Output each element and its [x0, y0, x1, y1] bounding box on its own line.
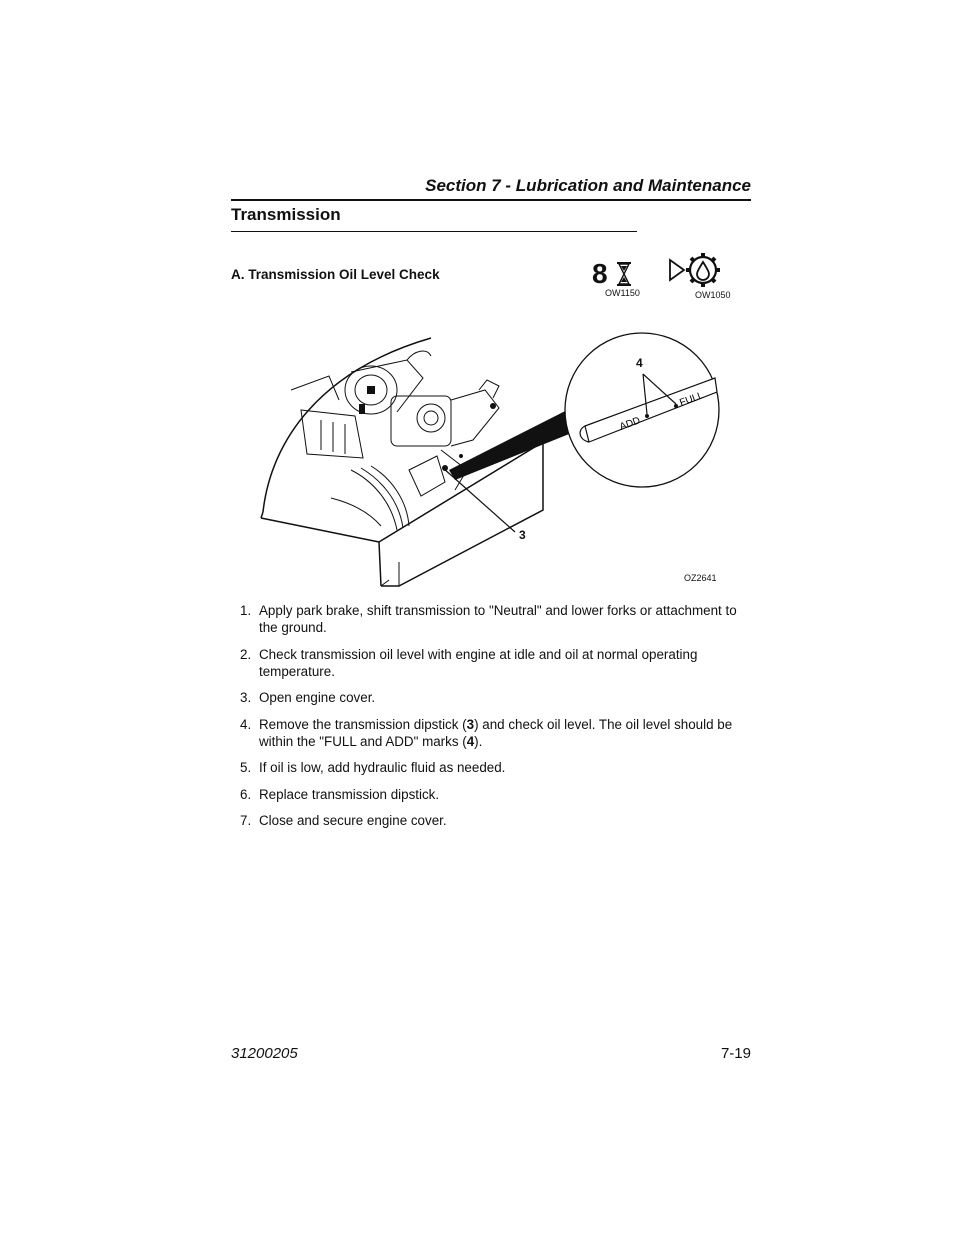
procedure-step	[231, 689, 751, 706]
step-number: 7.	[240, 813, 252, 828]
figure-code: OZ2641	[684, 573, 717, 583]
interval-icon-code: OW1150	[605, 288, 640, 298]
callout-reference: 3	[466, 716, 475, 732]
transmission-figure	[231, 330, 731, 592]
step-number: 5.	[240, 760, 252, 775]
engine-compartment-illustration	[231, 330, 731, 592]
page-number: 7-19	[720, 1045, 751, 1062]
section-header: Section 7 - Lubrication and Maintenance	[231, 176, 751, 201]
procedure-step	[231, 646, 751, 680]
dipstick-full-label: FULL	[678, 390, 706, 409]
subsection-title: Transmission	[231, 205, 637, 232]
procedure-step	[231, 812, 751, 829]
procedure-steps	[231, 602, 751, 839]
callout-dipstick: 3	[519, 528, 526, 542]
step-text: Check transmission oil level with engine at idle and oil at normal operating temperature.	[259, 646, 698, 679]
step-text: ).	[474, 733, 483, 749]
procedure-step	[231, 716, 751, 750]
fluid-icon-group	[668, 252, 738, 302]
check-fluid-gear-icon	[668, 252, 732, 288]
fluid-icon-code: OW1050	[695, 290, 731, 300]
step-number: 1.	[240, 603, 252, 618]
step-number: 2.	[240, 646, 252, 662]
step-text: If oil is low, add hydraulic fluid as needed.	[259, 760, 506, 775]
procedure-step	[231, 759, 751, 776]
step-number: 6.	[240, 786, 252, 802]
hourglass-icon	[616, 262, 632, 286]
procedure-title: A. Transmission Oil Level Check	[231, 267, 440, 282]
step-text: Remove the transmission dipstick (	[259, 716, 467, 732]
step-number: 3.	[240, 690, 252, 705]
callout-reference: 4	[466, 733, 475, 749]
interval-number: 8	[592, 258, 608, 289]
step-text: ) and check oil level. The oil level should be within the "FULL and ADD" marks (	[259, 716, 733, 749]
procedure-step	[231, 602, 751, 636]
step-number: 4.	[240, 716, 252, 732]
step-text: Apply park brake, shift transmission to "Neutral" and lower forks or attachment to the ground.	[259, 603, 737, 635]
step-text: Close and secure engine cover.	[259, 813, 447, 828]
step-text: Open engine cover.	[259, 690, 376, 705]
callout-marks: 4	[636, 356, 643, 370]
step-text: Replace transmission dipstick.	[259, 786, 440, 802]
interval-icon-group	[592, 256, 652, 302]
procedure-step	[231, 786, 751, 803]
doc-number: 31200205	[231, 1045, 298, 1062]
dipstick-add-label: ADD	[618, 415, 642, 433]
